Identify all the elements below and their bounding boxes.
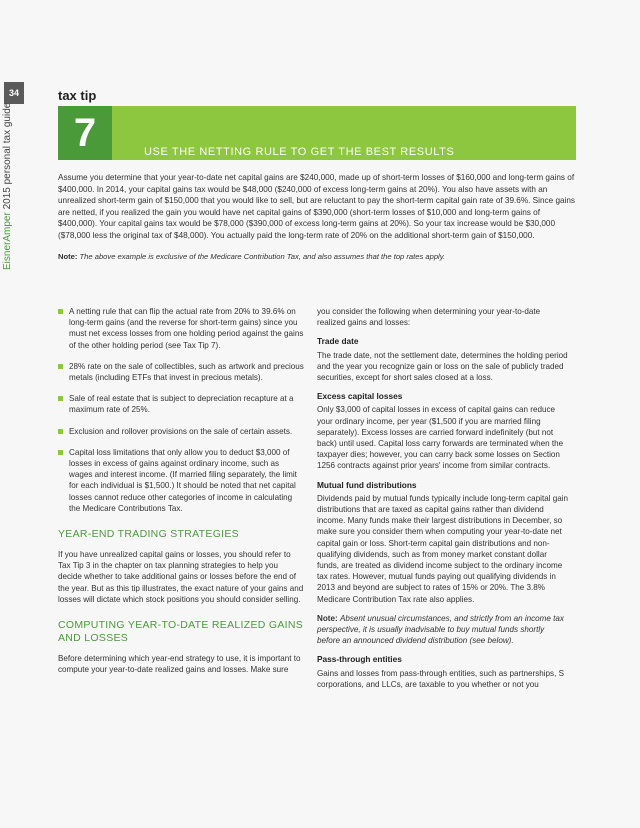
section-heading-computing: COMPUTING YEAR-TO-DATE REALIZED GAINS AND LOSSES — [58, 619, 304, 645]
heading-mutual-fund: Mutual fund distributions — [317, 479, 417, 490]
section-paragraph-year-end: If you have unrealized capital gains or losses, you should refer to Tax Tip 3 in the chapter on tax planning strategies to help you decide whether to take additional gains or losses before the end of the year. But as this tip illustrates, the exact nature of your gains and losses will dictate which stock positions you should consider selling. — [58, 550, 304, 604]
heading-trade-date: Trade date — [317, 336, 359, 347]
list-item-text: 28% rate on the sale of collectibles, such as artwork and precious metals (including ETFs that invest in precious metals). — [69, 361, 304, 383]
heading-excess-losses: Excess capital losses — [317, 391, 403, 402]
left-column — [58, 306, 304, 683]
bullet-icon — [58, 396, 63, 401]
running-title — [2, 103, 13, 270]
sidebar — [0, 40, 32, 800]
paragraph-pass-through: Gains and losses from pass-through entities, such as partnerships, S corporations, and LLCs, are taxable to you whether or not you — [317, 668, 564, 689]
list-item — [58, 306, 304, 351]
heading-pass-through: Pass-through entities — [317, 654, 402, 665]
right-column — [317, 306, 569, 698]
right-intro: you consider the following when determining your year-to-date realized gains and losses: — [317, 307, 541, 328]
tip-banner — [58, 106, 576, 160]
note-label: Note: — [317, 613, 338, 623]
bullet-icon — [58, 309, 63, 314]
section-heading-year-end: YEAR-END TRADING STRATEGIES — [58, 528, 239, 541]
list-item-text: Sale of real estate that is subject to depreciation recapture at a maximum rate of 25%. — [69, 394, 294, 415]
bullet-icon — [58, 364, 63, 369]
intro-note — [58, 252, 578, 261]
mutual-fund-note — [317, 613, 569, 647]
paragraph-mutual-fund: Dividends paid by mutual funds typically include long-term capital gain distributions that are taxed as capital gains rather than dividend income. Many funds make their largest distributions in December, so make sure you consider them when computing your year-to-date net capital gain or loss. Short-term capital gain distributions and non-qualifying dividends, such as from money market constant dollar funds, are treated as dividend income subject to the ordinary income tax rates. However, mutual funds paying out qualifying dividends in 2013 and beyond are subject to rates of 15% or 20%. The 3.8% Medicare Contribution Tax rate also applies. — [317, 493, 569, 604]
list-item — [58, 447, 304, 514]
list-item-text: Capital loss limitations that only allow you to deduct $3,000 of losses in excess of gains against ordinary income, such as wages and interest income. (If married filing separately, the limit for each individual is $1,500.) It should be noted that net capital losses cannot reduce other categories of income in calculating the Medicare Contributions Tax. — [69, 447, 297, 513]
list-item — [58, 426, 304, 437]
tip-title: USE THE NETTING RULE TO GET THE BEST RESULTS — [144, 146, 455, 158]
guide-title: 2015 personal tax guide — [2, 102, 13, 210]
page-number: 34 — [4, 82, 24, 104]
tip-number: 7 — [58, 106, 112, 160]
note-text: The above example is exclusive of the Medicare Contribution Tax, and also assumes that the top rates apply. — [79, 252, 446, 261]
bullet-icon — [58, 450, 63, 455]
list-item — [58, 361, 304, 383]
bullet-icon — [58, 429, 63, 434]
list-item-text: A netting rule that can flip the actual rate from 20% to 39.6% on long-term gains (and the reverse for short-term gains) since you must net excess losses from one holding period against the gains of the other holding period (see Tax Tip 7). — [69, 307, 304, 350]
brand-name: EisnerAmper — [2, 212, 13, 270]
note-text: Absent unusual circumstances, and strictly from an income tax perspective, it is usually inadvisable to buy mutual funds shortly before an announced dividend distribution (see below). — [317, 613, 564, 646]
list-item-text: Exclusion and rollover provisions on the sale of certain assets. — [69, 426, 293, 436]
tax-tip-label: tax tip — [58, 88, 97, 103]
list-item — [58, 393, 304, 415]
intro-paragraph: Assume you determine that your year-to-date net capital gains are $240,000, made up of short-term losses of $160,000 and long-term gains of $400,000. In 2014, your capital gains tax would be $48,000 ($240,000 of excess long-term gains at 20%). You also have assets with an unrealized short-term gain of $150,000 that you would like to sell, but are reluctant to pay the short-term capital gain rate of 39.6%. Since gains are netted, if you realized the gain you would have net capital gains of $390,000 (short-term losses of $10,000 and long-term gains of $400,000). Your capital gains tax would be $78,000 ($390,000 of excess long-term gains at 20%). So your tax increase would be $30,000 ($78,000 less the original tax of $48,000). You actually paid the long-term rate of 20% on the additional short-term gain of $150,000. — [58, 173, 576, 240]
paragraph-trade-date: The trade date, not the settlement date, determines the holding period and the year you recognize gain or loss on the sale of publicly traded securities, except for short sales closed at a loss. — [317, 350, 568, 383]
note-label: Note: — [58, 252, 78, 261]
bullet-list — [58, 306, 304, 514]
paragraph-excess-losses: Only $3,000 of capital losses in excess of capital gains can reduce your ordinary income, per year ($1,500 if you are married filing separately). Excess losses are carried forward indefinitely (but not back) until used. Capital loss carry forwards are terminated when the taxpayer dies; however, you can carry back some losses on Section 1256 contracts against prior years' income from similar contracts. — [317, 405, 564, 471]
section-paragraph-computing: Before determining which year-end strategy to use, it is important to compute your year-to-date realized gains and losses. Make sure — [58, 654, 301, 675]
